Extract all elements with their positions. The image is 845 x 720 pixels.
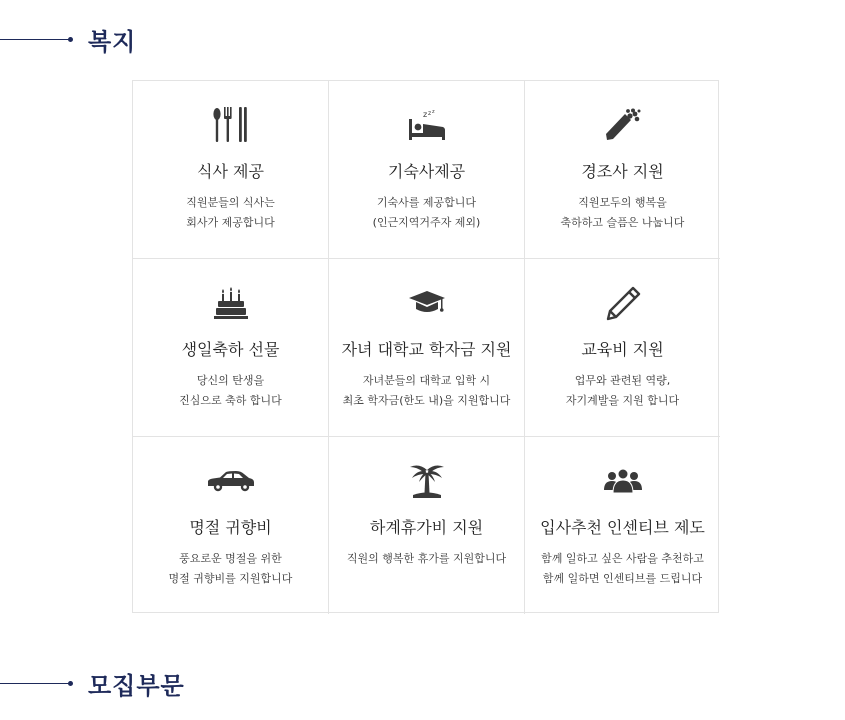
description-line: 함께 일하고 싶은 사람을 추천하고 — [541, 552, 704, 565]
description-line: (인근지역거주자 제외) — [372, 216, 481, 229]
benefit-title: 입사추천 인센티브 제도 — [540, 518, 705, 537]
description-line: 기숙사를 제공합니다 — [376, 196, 477, 209]
recruit-title: 모집부문 — [88, 672, 185, 700]
description-line: 함께 일하면 인센티브를 드립니다 — [542, 572, 703, 585]
description-line: 명절 귀향비를 지원합니다 — [168, 572, 293, 585]
benefit-meal — [133, 81, 329, 259]
benefit-description — [525, 549, 720, 589]
description-line: 풍요로운 명절을 위한 — [179, 552, 282, 565]
description-line: 최초 학자금(한도 내)을 지원합니다 — [342, 394, 511, 407]
description-line: 자녀분들의 대학교 입학 시 — [362, 374, 491, 387]
benefit-description — [133, 549, 328, 589]
benefit-title: 자녀 대학교 학자금 지원 — [341, 340, 512, 359]
benefit-description — [133, 371, 328, 411]
description-line: 자기계발을 지원 합니다 — [565, 394, 680, 407]
svg-text:z: z — [427, 110, 431, 117]
users-icon — [525, 461, 720, 501]
benefit-description — [133, 193, 328, 233]
benefit-description — [525, 193, 720, 233]
pencil-icon — [525, 283, 720, 323]
benefit-birthday — [133, 259, 329, 437]
benefit-tuition — [329, 259, 525, 437]
benefit-title: 식사 제공 — [197, 162, 264, 181]
benefit-description — [329, 371, 524, 411]
benefit-education — [525, 259, 720, 437]
palm-tree-icon — [329, 461, 524, 501]
benefit-title: 명절 귀향비 — [189, 518, 272, 537]
benefit-dormitory — [329, 81, 525, 259]
description-line: 진심으로 축하 합니다 — [179, 394, 282, 407]
description-line: 회사가 제공합니다 — [186, 216, 275, 229]
benefit-family-events — [525, 81, 720, 259]
svg-text:z: z — [431, 109, 435, 115]
benefit-title: 생일축하 선물 — [181, 340, 280, 359]
flower-bouquet-icon — [525, 105, 720, 145]
benefit-holiday-travel — [133, 437, 329, 614]
recruit-section-header — [0, 666, 185, 701]
description-line: 직원모두의 행복을 — [578, 196, 667, 209]
benefit-description — [525, 371, 720, 411]
header-line-decoration — [0, 683, 70, 684]
benefits-grid — [132, 80, 719, 613]
utensils-icon — [133, 105, 328, 145]
birthday-cake-icon — [133, 283, 328, 323]
benefit-title: 하계휴가비 지원 — [369, 518, 484, 537]
description-line: 직원의 행복한 휴가를 지원합니다 — [346, 552, 507, 565]
graduation-cap-icon — [329, 283, 524, 323]
benefit-description — [329, 549, 524, 569]
benefit-referral-incentive — [525, 437, 720, 614]
welfare-section-header — [0, 22, 136, 57]
description-line: 당신의 탄생을 — [196, 374, 265, 387]
benefit-description — [329, 193, 524, 233]
header-line-decoration — [0, 39, 70, 40]
benefit-summer-vacation — [329, 437, 525, 614]
welfare-title: 복지 — [88, 28, 137, 56]
description-line: 직원분들의 식사는 — [186, 196, 275, 209]
svg-text:z: z — [422, 110, 427, 119]
car-icon — [133, 461, 328, 501]
description-line: 축하하고 슬픔은 나눕니다 — [560, 216, 685, 229]
benefit-title: 경조사 지원 — [581, 162, 664, 181]
bed-icon — [329, 105, 524, 145]
benefit-title: 기숙사제공 — [387, 162, 466, 181]
benefit-title: 교육비 지원 — [581, 340, 664, 359]
description-line: 업무와 관련된 역량, — [574, 374, 671, 387]
